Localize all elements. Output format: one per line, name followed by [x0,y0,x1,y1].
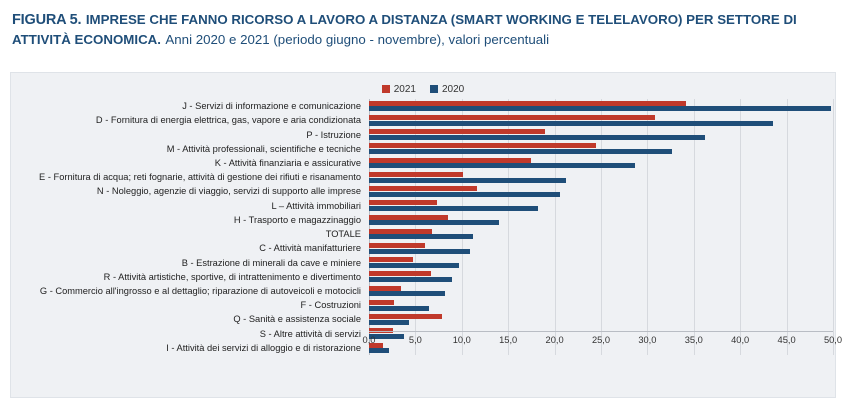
legend-item-2020 [430,84,464,95]
category-labels [13,99,365,355]
bar-2021 [369,300,394,305]
gridline [740,99,741,355]
bar-2020 [369,149,672,154]
bars-area [369,99,833,355]
x-axis-line [369,331,833,332]
figure-title-block [12,10,834,51]
bar-2021 [369,158,531,163]
category-label: I - Attività dei servizi di alloggio e di ristorazione [166,342,361,353]
x-tick-label: 25,0 [591,335,611,345]
bar-2020 [369,106,831,111]
chart-panel [10,72,843,398]
gridline [833,99,834,355]
category-label: K - Attività finanziaria e assicurative [214,158,361,168]
category-label: J - Servizi di informazione e comunicazione [182,101,361,112]
page-title: IMPRESE CHE FANNO RICORSO A LAVORO A DISTANZA (SMART WORKING E TELELAVORO) PER SETTORE DI ATTIVITÀ ECONOMICA. [12,12,797,48]
bar-2020 [369,192,560,197]
bar-2020 [369,291,445,296]
x-tick-label: 30,0 [638,335,657,345]
x-tick-label: 50,0 [823,335,843,345]
bar-2021 [369,129,545,134]
bar-2020 [369,277,452,282]
category-label: D - Fornitura di energia elettrica, gas, vapore e aria condizionata [95,115,361,126]
category-label: P - Istruzione [306,129,361,140]
bar-2021 [369,215,448,220]
bar-2021 [369,101,686,106]
category-label: G - Commercio all'ingrosso e al dettaglio; riparazione di autoveicoli e motocicli [39,286,361,296]
bar-2020 [369,320,409,325]
x-tick-label: 5,0 [408,335,422,345]
bar-2021 [369,229,432,234]
x-tick-label: 0,0 [362,335,376,345]
x-tick-label: 45,0 [777,335,796,345]
category-label: TOTALE [325,229,361,240]
bar-2020 [369,135,705,140]
gridline [787,99,788,355]
x-tick-label: 15,0 [499,335,518,345]
bar-2020 [369,220,499,225]
bar-2021 [369,186,477,191]
category-label: N - Noleggio, agenzie di viaggio, servizi di supporto alle imprese [96,186,361,197]
bar-2020 [369,249,470,254]
bar-2020 [369,178,566,183]
bar-2021 [369,115,655,120]
legend-item-2021 [382,84,416,95]
bar-2021 [369,200,437,205]
bar-2020 [369,234,473,239]
bar-2021 [369,143,596,148]
bar-2020 [369,263,459,268]
legend-label: 2021 [393,83,416,95]
bar-2020 [369,306,429,311]
x-tick-label: 35,0 [684,335,703,345]
category-label: R - Attività artistiche, sportive, di intrattenimento e divertimento [103,271,361,282]
bar-2021 [369,257,413,262]
category-label: Q - Sanità e assistenza sociale [233,314,361,325]
bar-2020 [369,206,538,211]
bar-2020 [369,163,635,168]
category-label: S - Altre attività di servizi [259,328,361,339]
x-tick-label: 40,0 [731,335,750,345]
chart-legend [13,81,833,97]
bar-2021 [369,172,463,177]
figure-subtitle: Anni 2020 e 2021 (periodo giugno - novembre), valori percentuali [165,32,550,48]
figure-label: FIGURA 5. [12,12,82,28]
legend-label: 2020 [442,83,465,95]
legend-swatch-icon [430,85,438,93]
x-tick-label: 10,0 [452,335,471,345]
category-label: H - Trasporto e magazzinaggio [233,214,361,225]
x-tick-label: 20,0 [545,335,564,345]
bar-2021 [369,243,425,248]
bar-2021 [369,271,431,276]
bar-2021 [369,314,442,319]
category-label: E - Fornitura di acqua; reti fognarie, attività di gestione dei rifiuti e risanamento [39,172,361,183]
legend-swatch-icon [382,85,390,93]
category-label: F - Costruzioni [300,300,361,311]
bar-2021 [369,286,401,291]
category-label: M - Attività professionali, scientifiche e tecniche [166,143,361,154]
x-axis-ticks [362,333,843,351]
category-label: B - Estrazione di minerali da cave e miniere [181,257,361,268]
chart-inner [13,75,843,395]
bar-2020 [369,121,773,126]
category-label: L – Attività immobiliari [271,200,361,211]
category-label: C - Attività manifatturiere [259,243,361,254]
